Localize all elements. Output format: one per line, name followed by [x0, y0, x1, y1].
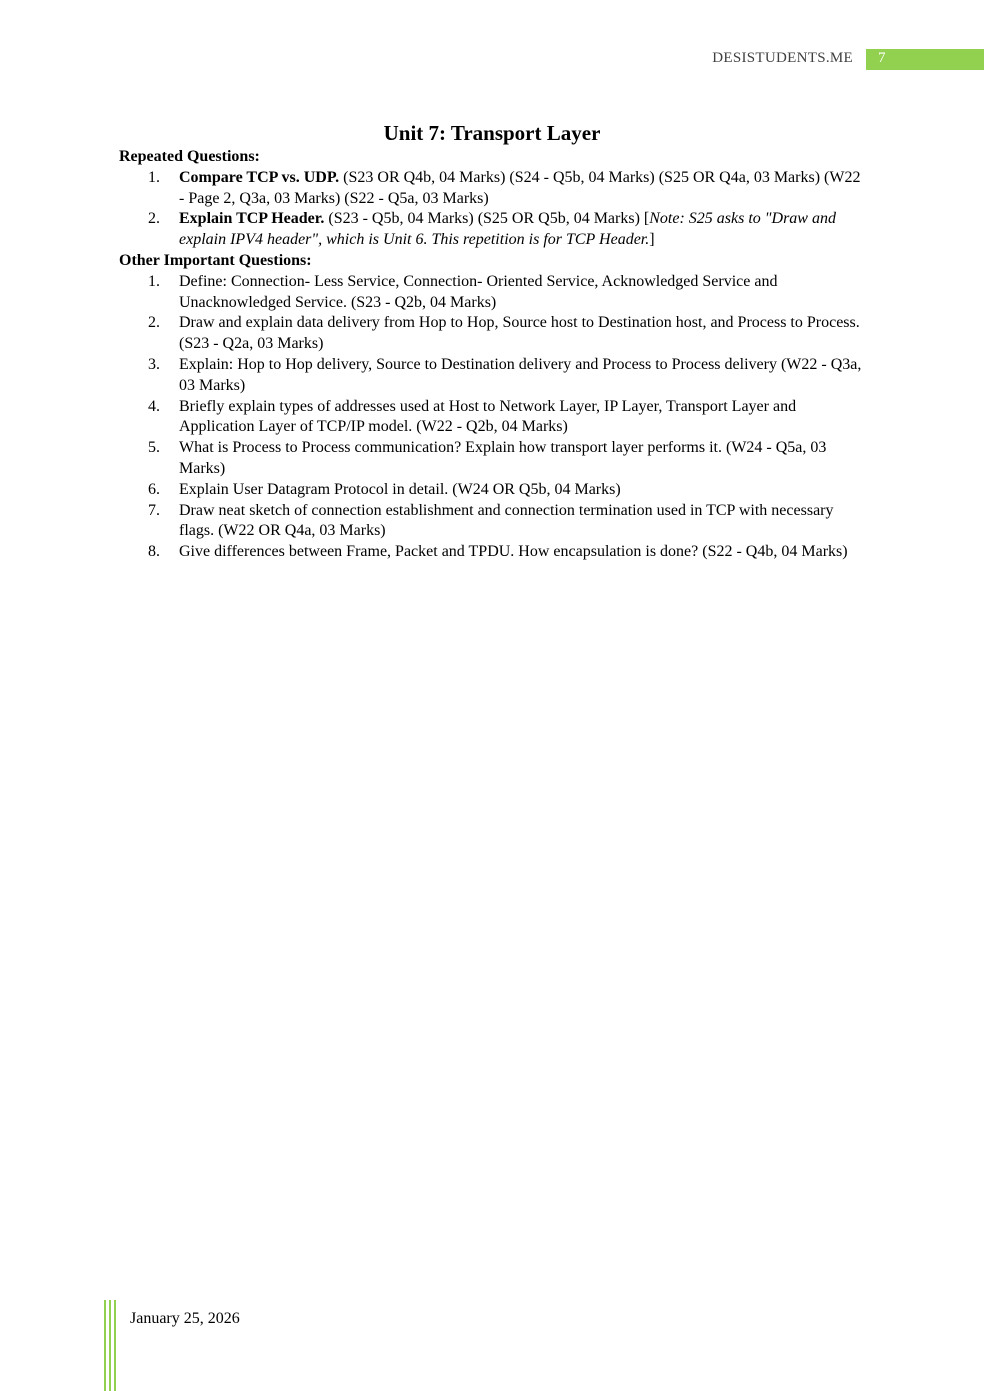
other-questions-heading: Other Important Questions: — [119, 251, 312, 269]
question-text: Briefly explain types of addresses used at Host to Network Layer, IP Layer, Transport Layer and Application Layer of TCP/IP model. (W22 - Q2b, 04 Marks) — [179, 397, 797, 436]
question-title: Compare TCP vs. UDP. — [179, 168, 340, 186]
question-text: Explain: Hop to Hop delivery, Source to Destination delivery and Process to Process delivery (W22 - Q3a, 03 Marks) — [179, 355, 862, 394]
list-item — [119, 355, 864, 397]
footer-bar — [114, 1300, 116, 1391]
list-item — [119, 313, 864, 355]
list-number: 2. — [148, 210, 160, 228]
document-body — [119, 147, 864, 563]
question-text: (S23 OR Q4b, 04 Marks) (S24 - Q5b, 04 Marks) (S25 OR Q4a, 03 Marks) (W22 - Page 2, Q3a, 03 Marks) (S22 - Q5a, 03 Marks) — [179, 168, 861, 207]
question-text: What is Process to Process communication? Explain how transport layer performs it. (W24 - Q5a, 03 Marks) — [179, 439, 827, 477]
page-number-box — [866, 49, 984, 70]
list-item — [119, 480, 864, 501]
question-note: Note: S25 asks to "Draw and explain IPV4 header", which is Unit 6. This repetition is for TCP Header. — [179, 210, 836, 249]
site-name: DESISTUDENTS.ME — [712, 50, 853, 66]
question-title: Explain TCP Header. — [179, 210, 325, 228]
repeated-questions-heading: Repeated Questions: — [119, 148, 260, 165]
other-questions-list — [119, 272, 864, 563]
list-item — [119, 168, 864, 210]
list-item — [119, 272, 864, 314]
list-number: 1. — [148, 272, 160, 290]
question-text: Give differences between Frame, Packet and TPDU. How encapsulation is done? (S22 - Q4b, 04 Marks) — [179, 543, 848, 561]
list-number: 8. — [148, 543, 160, 561]
list-number: 3. — [148, 355, 160, 373]
list-item — [119, 209, 864, 251]
question-text: (S23 - Q5b, 04 Marks) (S25 OR Q5b, 04 Marks) [ — [324, 210, 650, 228]
list-number: 1. — [148, 168, 160, 186]
list-number: 4. — [148, 397, 160, 415]
list-item — [119, 501, 864, 543]
question-text: Define: Connection- Less Service, Connection- Oriented Service, Acknowledged Service and Unacknowledged Service. (S23 - Q2b, 04 Marks) — [179, 272, 778, 311]
list-number: 7. — [148, 501, 160, 519]
list-item — [119, 438, 864, 480]
list-number: 5. — [148, 439, 160, 457]
question-note-close: ] — [649, 231, 655, 249]
list-number: 2. — [148, 314, 160, 332]
footer-date: January 25, 2026 — [130, 1310, 240, 1327]
list-item — [119, 397, 864, 439]
page-number: 7 — [878, 50, 886, 66]
list-number: 6. — [148, 480, 160, 498]
question-text: Draw neat sketch of connection establishment and connection termination used in TCP with necessary flags. (W22 OR Q4a, 03 Marks) — [179, 501, 834, 540]
footer-bar — [104, 1300, 106, 1391]
footer-bar — [109, 1300, 111, 1391]
question-text: Draw and explain data delivery from Hop to Hop, Source host to Destination host, and Process to Process. (S23 - Q2a, 03 Marks) — [179, 314, 860, 353]
list-item — [119, 542, 864, 563]
repeated-questions-list — [119, 168, 864, 251]
page-title: Unit 7: Transport Layer — [383, 121, 601, 145]
question-text: Explain User Datagram Protocol in detail. (W24 OR Q5b, 04 Marks) — [179, 480, 621, 498]
